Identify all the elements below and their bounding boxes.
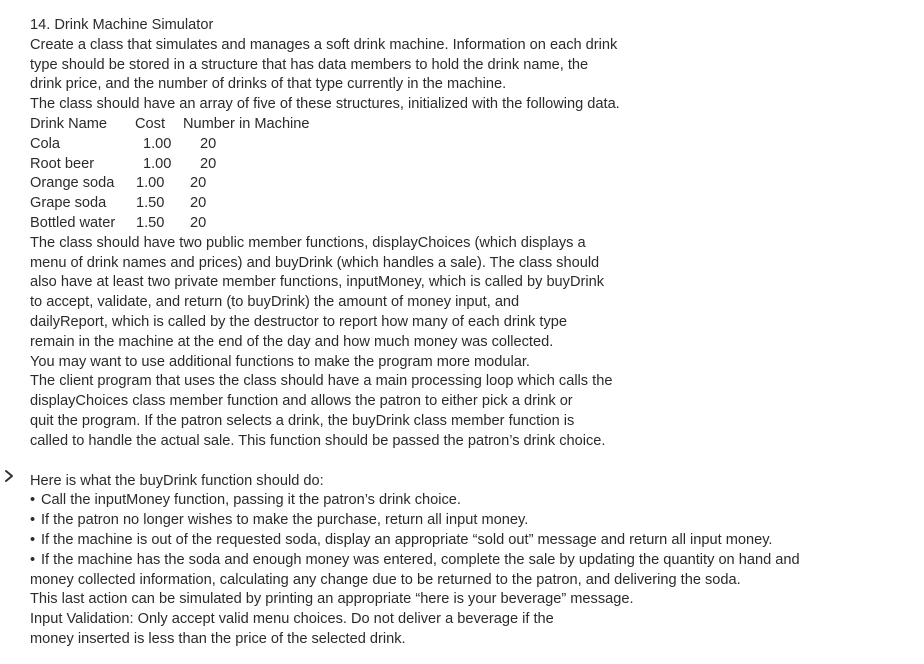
intro-line: type should be stored in a structure that has data members to hold the drink name, the — [30, 56, 589, 73]
bullet-icon: • — [30, 512, 36, 529]
continuation-line: money inserted is less than the price of the selected drink. — [30, 630, 406, 647]
drink-cost: 1.00 — [136, 175, 165, 192]
body-line: You may want to use additional functions to make the program more modular. — [30, 353, 530, 370]
list-item: • If the patron no longer wishes to make the purchase, return all input money. — [30, 511, 910, 531]
drink-cost: 1.50 — [136, 214, 165, 231]
drink-cost: 1.00 — [143, 135, 172, 152]
drink-name: Cola — [30, 135, 61, 152]
table-row — [30, 174, 910, 194]
header-number: Number in Machine — [183, 115, 310, 132]
bullet-icon: • — [30, 531, 36, 548]
header-cost: Cost — [135, 115, 166, 132]
drink-cost: 1.00 — [143, 155, 172, 172]
page-title: 14. Drink Machine Simulator — [30, 17, 214, 33]
bullet-icon: • — [30, 492, 36, 509]
drink-name: Bottled water — [30, 214, 116, 231]
body-line: The client program that uses the class should have a main processing loop which calls the — [30, 373, 613, 390]
intro-line: Create a class that simulates and manages a soft drink machine. Information on each drink — [30, 36, 618, 53]
list-item: • Call the inputMoney function, passing it the patron’s drink choice. — [30, 491, 910, 511]
body-line: dailyReport, which is called by the destructor to report how many of each drink type — [30, 313, 567, 330]
intro-line: drink price, and the number of drinks of that type currently in the machine. — [30, 76, 507, 93]
list-item: • If the machine has the soda and enough money was entered, complete the sale by updating the quantity on hand and — [30, 551, 910, 571]
drink-name: Grape soda — [30, 195, 107, 212]
drink-name: Root beer — [30, 155, 95, 172]
drink-count: 20 — [190, 175, 207, 192]
table-header — [30, 115, 910, 135]
body-line: to accept, validate, and return (to buyDrink) the amount of money input, and — [30, 294, 520, 311]
drink-count: 20 — [200, 155, 217, 172]
body-line: displayChoices class member function and allows the patron to either pick a drink or — [30, 393, 573, 410]
body-line: menu of drink names and prices) and buyDrink (which handles a sale). The class should — [30, 254, 600, 271]
table-row — [30, 214, 910, 234]
document — [30, 16, 910, 650]
intro-line: The class should have an array of five of these structures, initialized with the following data. — [30, 96, 620, 113]
body-line: called to handle the actual sale. This function should be passed the patron’s drink choice. — [30, 432, 606, 449]
table-row — [30, 194, 910, 214]
drink-cost: 1.50 — [136, 195, 165, 212]
body-line: The class should have two public member functions, displayChoices (which displays a — [30, 234, 586, 251]
drink-name: Orange soda — [30, 175, 115, 192]
continuation-line: This last action can be simulated by printing an appropriate “here is your beverage” message. — [30, 591, 634, 608]
chevron-right-icon[interactable] — [3, 468, 17, 484]
drink-count: 20 — [190, 195, 207, 212]
table-row — [30, 135, 910, 155]
continuation-line: money collected information, calculating any change due to be returned to the patron, and delivering the soda. — [30, 571, 741, 588]
header-drink-name: Drink Name — [30, 115, 108, 132]
continuation-line: Input Validation: Only accept valid menu choices. Do not deliver a beverage if the — [30, 611, 554, 628]
list-item: • If the machine is out of the requested soda, display an appropriate “sold out” message and return all input money. — [30, 531, 910, 551]
drink-count: 20 — [190, 214, 207, 231]
spacer — [30, 452, 910, 472]
body-line: quit the program. If the patron selects a drink, the buyDrink class member function is — [30, 412, 575, 429]
bullet-icon: • — [30, 551, 36, 568]
drink-count: 20 — [200, 135, 217, 152]
table-row — [30, 155, 910, 175]
body-line: also have at least two private member functions, inputMoney, which is called by buyDrink — [30, 274, 605, 291]
body-line: remain in the machine at the end of the day and how much money was collected. — [30, 333, 554, 350]
buy-section-heading: Here is what the buyDrink function should do: — [30, 472, 324, 489]
